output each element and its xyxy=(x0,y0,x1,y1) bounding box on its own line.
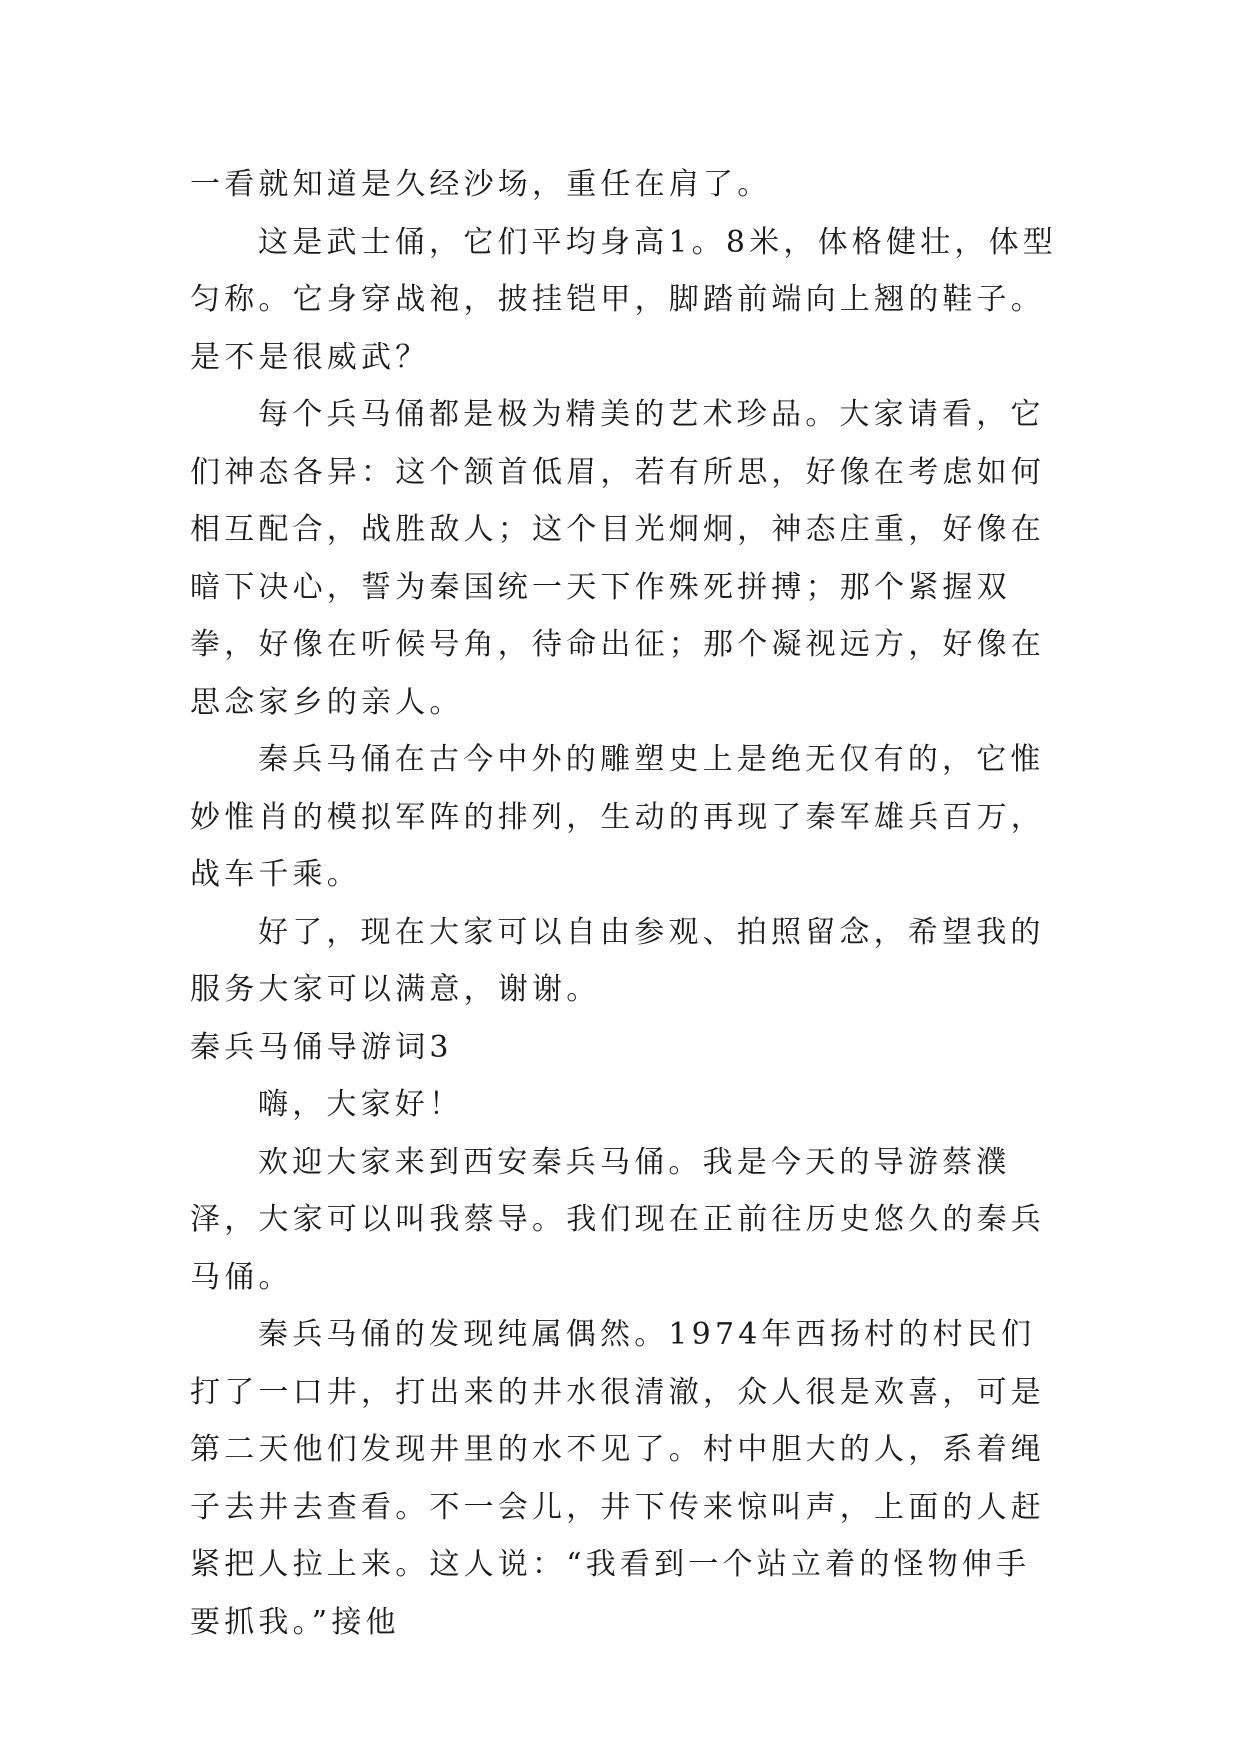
paragraph-expressions: 每个兵马俑都是极为精美的艺术珍品。大家请看，它们神态各异：这个颔首低眉，若有所思，好像在考虑如何相互配合，战胜敌人；这个目光炯炯，神态庄重，好像在暗下决心，誓为秦国统一天下作殊死拼搏；那个紧握双拳，好像在听候号角，待命出征；那个凝视远方，好像在思念家乡的亲人。 xyxy=(190,397,1045,720)
paragraph-discovery: 秦兵马俑的发现纯属偶然。1974年西扬村的村民们打了一口井，打出来的井水很清澈，众人很是欢喜，可是第二天他们发现井里的水不见了。村中胆大的人，系着绳子去井去查看。不一会儿，井下传来惊叫声，上面的人赶紧把人拉上来。这人说：“我看到一个站立着的怪物伸手要抓我。”接他 xyxy=(190,1317,1045,1640)
paragraph-sculpture-history: 秦兵马俑在古今中外的雕塑史上是绝无仅有的，它惟妙惟肖的模拟军阵的排列，生动的再现了秦军雄兵百万，战车千乘。 xyxy=(190,742,1045,892)
paragraph-free-visit: 好了，现在大家可以自由参观、拍照留念，希望我的服务大家可以满意，谢谢。 xyxy=(190,914,1045,1007)
paragraph-greeting: 嗨，大家好！ xyxy=(258,1087,464,1122)
section-heading: 秦兵马俑导游词3 xyxy=(190,1029,453,1065)
paragraph-welcome: 欢迎大家来到西安秦兵马俑。我是今天的导游蔡濮泽，大家可以叫我蔡导。我们现在正前往历史悠久的秦兵马俑。 xyxy=(190,1144,1045,1295)
paragraph-continuation: 一看就知道是久经沙场，重任在肩了。 xyxy=(190,167,772,202)
document-page xyxy=(190,156,1060,1651)
paragraph-warrior: 这是武士俑，它们平均身高1。8米，体格健壮，体型匀称。它身穿战袍，披挂铠甲，脚踏前端向上翘的鞋子。是不是很威武？ xyxy=(190,224,1057,375)
